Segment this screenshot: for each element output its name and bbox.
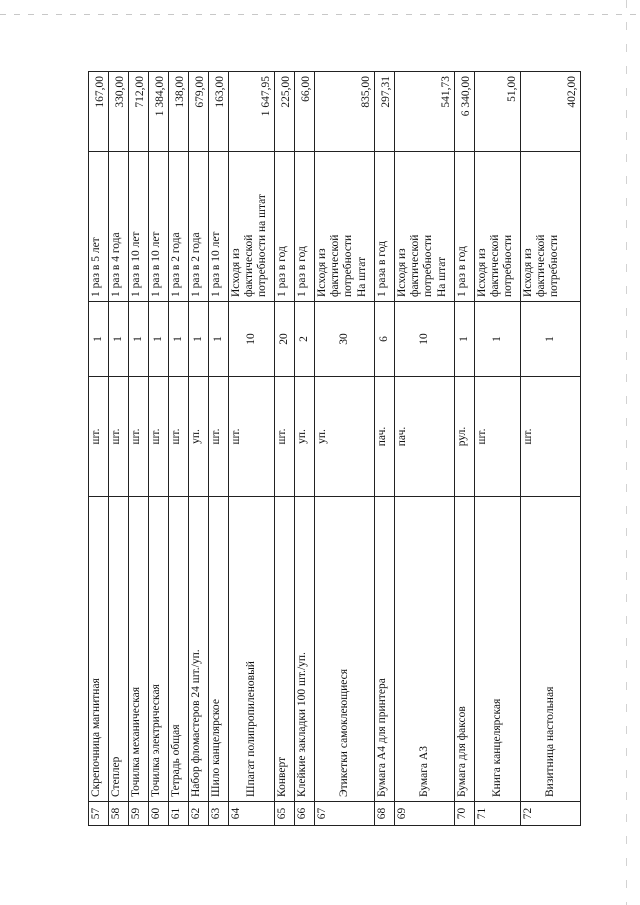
unit-price: 330,00 xyxy=(109,72,129,152)
table-row xyxy=(475,72,521,826)
item-name: Конверт xyxy=(275,497,295,802)
quantity: 1 xyxy=(89,302,109,377)
unit-price: 138,00 xyxy=(169,72,189,152)
period-line: 1 раза в год xyxy=(376,240,388,297)
period-line: 1 раз в 2 года xyxy=(190,232,202,297)
table-row xyxy=(169,72,189,826)
period-line: 1 раз в 2 года xyxy=(170,232,182,297)
period-line: 1 раз в год xyxy=(296,246,308,297)
table-row xyxy=(209,72,229,826)
period-line: 1 раз в 5 лет xyxy=(90,237,102,297)
unit-price: 541,73 xyxy=(395,72,455,152)
unit-of-measure: шт. xyxy=(89,377,109,497)
replacement-period xyxy=(129,152,149,302)
period-line: потребности xyxy=(422,234,435,297)
unit-of-measure: шт. xyxy=(229,377,275,497)
unit-price: 1 384,00 xyxy=(149,72,169,152)
table-row xyxy=(455,72,475,826)
item-name: Бумага А4 для принтера xyxy=(375,497,395,802)
unit-of-measure: пач. xyxy=(375,377,395,497)
quantity: 1 xyxy=(129,302,149,377)
row-number: 67 xyxy=(315,802,375,826)
row-number: 63 xyxy=(209,802,229,826)
item-name: Книга канцелярская xyxy=(475,497,521,802)
row-number: 71 xyxy=(475,802,521,826)
scan-edge-right xyxy=(626,0,627,905)
table-row xyxy=(109,72,129,826)
unit-of-measure: шт. xyxy=(129,377,149,497)
period-line: 1 раз в 10 лет xyxy=(150,231,162,297)
unit-price: 1 647,95 xyxy=(229,72,275,152)
quantity: 1 xyxy=(149,302,169,377)
unit-of-measure: шт. xyxy=(209,377,229,497)
period-line: фактической xyxy=(535,234,548,297)
period-line: 1 раз в 10 лет xyxy=(130,231,142,297)
unit-of-measure: шт. xyxy=(521,377,581,497)
table-row xyxy=(149,72,169,826)
supplies-table-body xyxy=(89,72,581,826)
period-line: фактической xyxy=(243,234,256,297)
unit-price: 163,00 xyxy=(209,72,229,152)
row-number: 64 xyxy=(229,802,275,826)
table-row xyxy=(275,72,295,826)
quantity: 2 xyxy=(295,302,315,377)
item-name: Степлер xyxy=(109,497,129,802)
replacement-period xyxy=(395,152,455,302)
period-line: Исходя из xyxy=(396,248,408,297)
unit-of-measure: уп. xyxy=(295,377,315,497)
unit-of-measure: шт. xyxy=(475,377,521,497)
unit-price: 225,00 xyxy=(275,72,295,152)
row-number: 58 xyxy=(109,802,129,826)
quantity: 1 xyxy=(475,302,521,377)
unit-price: 679,00 xyxy=(189,72,209,152)
replacement-period xyxy=(521,152,581,302)
item-name: Шило канцелярское xyxy=(209,497,229,802)
period-line: потребности xyxy=(342,234,355,297)
unit-price: 51,00 xyxy=(475,72,521,152)
quantity: 30 xyxy=(315,302,375,377)
replacement-period xyxy=(189,152,209,302)
row-number: 69 xyxy=(395,802,455,826)
period-line: потребности xyxy=(502,234,515,297)
period-line: 1 раз в год xyxy=(456,246,468,297)
row-number: 72 xyxy=(521,802,581,826)
table-row xyxy=(315,72,375,826)
quantity: 6 xyxy=(375,302,395,377)
quantity: 1 xyxy=(521,302,581,377)
document-sheet xyxy=(88,72,578,826)
unit-of-measure: рул. xyxy=(455,377,475,497)
table-row xyxy=(129,72,149,826)
period-line: На штат xyxy=(355,256,368,297)
row-number: 59 xyxy=(129,802,149,826)
period-line: На штат xyxy=(435,256,448,297)
item-name: Клейкие закладки 100 шт./уп. xyxy=(295,497,315,802)
period-line: фактической xyxy=(409,234,422,297)
quantity: 1 xyxy=(109,302,129,377)
row-number: 61 xyxy=(169,802,189,826)
row-number: 68 xyxy=(375,802,395,826)
period-line: 1 раз в 4 года xyxy=(110,232,122,297)
unit-price: 712,00 xyxy=(129,72,149,152)
replacement-period xyxy=(275,152,295,302)
item-name: Набор фломастеров 24 шт./уп. xyxy=(189,497,209,802)
replacement-period xyxy=(229,152,275,302)
replacement-period xyxy=(315,152,375,302)
quantity: 20 xyxy=(275,302,295,377)
row-number: 62 xyxy=(189,802,209,826)
unit-of-measure: шт. xyxy=(169,377,189,497)
quantity: 1 xyxy=(169,302,189,377)
item-name: Скрепочница магнитная xyxy=(89,497,109,802)
unit-price: 297,31 xyxy=(375,72,395,152)
unit-price: 6 340,00 xyxy=(455,72,475,152)
table-row xyxy=(521,72,581,826)
period-line: фактической xyxy=(329,234,342,297)
replacement-period xyxy=(375,152,395,302)
item-name: Шпагат полипропиленовый xyxy=(229,497,275,802)
replacement-period xyxy=(89,152,109,302)
rotated-table-wrapper xyxy=(88,72,578,826)
item-name: Бумага А3 xyxy=(395,497,455,802)
item-name: Точилка электрическая xyxy=(149,497,169,802)
period-line: потребности на штат xyxy=(256,194,269,297)
unit-of-measure: уп. xyxy=(189,377,209,497)
unit-of-measure: шт. xyxy=(149,377,169,497)
quantity: 1 xyxy=(209,302,229,377)
period-line: потребности xyxy=(548,234,561,297)
table-row xyxy=(89,72,109,826)
quantity: 10 xyxy=(229,302,275,377)
item-name: Этикетки самоклеющиеся xyxy=(315,497,375,802)
replacement-period xyxy=(149,152,169,302)
row-number: 60 xyxy=(149,802,169,826)
row-number: 70 xyxy=(455,802,475,826)
period-line: 1 раз в 10 лет xyxy=(210,231,222,297)
table-row xyxy=(375,72,395,826)
quantity: 10 xyxy=(395,302,455,377)
period-line: Исходя из xyxy=(522,248,534,297)
item-name: Тетрадь общая xyxy=(169,497,189,802)
table-row xyxy=(229,72,275,826)
replacement-period xyxy=(169,152,189,302)
replacement-period xyxy=(109,152,129,302)
table-row xyxy=(189,72,209,826)
unit-price: 835,00 xyxy=(315,72,375,152)
unit-of-measure: шт. xyxy=(275,377,295,497)
unit-of-measure: пач. xyxy=(395,377,455,497)
item-name: Визитница настольная xyxy=(521,497,581,802)
replacement-period xyxy=(475,152,521,302)
table-row xyxy=(395,72,455,826)
item-name: Точилка механическая xyxy=(129,497,149,802)
quantity: 1 xyxy=(189,302,209,377)
unit-of-measure: уп. xyxy=(315,377,375,497)
unit-price: 167,00 xyxy=(89,72,109,152)
quantity: 1 xyxy=(455,302,475,377)
period-line: Исходя из xyxy=(476,248,488,297)
scan-edge-top xyxy=(0,14,640,15)
replacement-period xyxy=(209,152,229,302)
period-line: Исходя из xyxy=(316,248,328,297)
row-number: 66 xyxy=(295,802,315,826)
row-number: 57 xyxy=(89,802,109,826)
item-name: Бумага для факсов xyxy=(455,497,475,802)
unit-price: 402,00 xyxy=(521,72,581,152)
supplies-table xyxy=(88,71,581,826)
row-number: 65 xyxy=(275,802,295,826)
table-row xyxy=(295,72,315,826)
replacement-period xyxy=(455,152,475,302)
period-line: 1 раз в год xyxy=(276,246,288,297)
unit-price: 66,00 xyxy=(295,72,315,152)
period-line: фактической xyxy=(489,234,502,297)
period-line: Исходя из xyxy=(230,248,242,297)
replacement-period xyxy=(295,152,315,302)
unit-of-measure: шт. xyxy=(109,377,129,497)
